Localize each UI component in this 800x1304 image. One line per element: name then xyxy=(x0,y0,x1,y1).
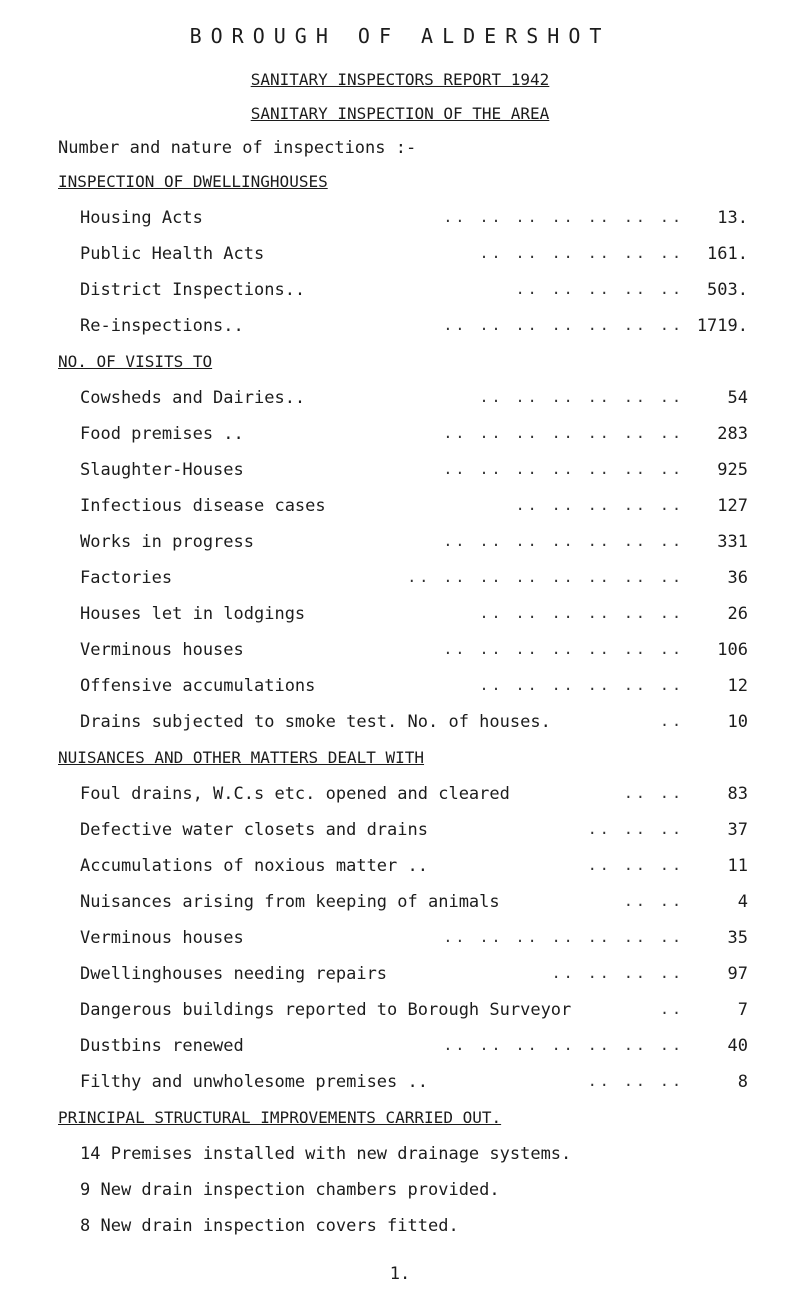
leader-dots: .. xyxy=(659,1000,684,1018)
row-label: Cowsheds and Dairies.. xyxy=(80,388,306,408)
row-value: 13. xyxy=(717,208,748,228)
row-value: 925 xyxy=(717,460,748,480)
dwellinghouses-heading: INSPECTION OF DWELLINGHOUSES xyxy=(58,172,328,191)
row-value: 7 xyxy=(737,1000,748,1020)
visits-heading: NO. OF VISITS TO xyxy=(58,352,213,371)
row-value: 331 xyxy=(717,532,748,552)
row-value: 4 xyxy=(737,892,748,912)
improvement-item: 8 New drain inspection covers fitted. xyxy=(80,1216,459,1236)
row-label: Foul drains, W.C.s etc. opened and cleared xyxy=(80,784,510,804)
report-title: SANITARY INSPECTORS REPORT 1942 xyxy=(250,70,550,89)
leader-dots: .. .. .. .. .. .. .. xyxy=(443,208,684,226)
leader-dots: .. xyxy=(659,712,684,730)
leader-dots: .. .. .. xyxy=(587,820,684,838)
section-title: SANITARY INSPECTION OF THE AREA xyxy=(250,104,550,123)
row-label: District Inspections.. xyxy=(80,280,306,300)
row-label: Nuisances arising from keeping of animals xyxy=(80,892,500,912)
improvement-item: 9 New drain inspection chambers provided. xyxy=(80,1180,500,1200)
improvement-item: 14 Premises installed with new drainage systems. xyxy=(80,1144,572,1164)
row-label: Dwellinghouses needing repairs xyxy=(80,964,388,984)
nuisances-row xyxy=(80,892,748,920)
leader-dots: .. .. .. .. xyxy=(551,964,684,982)
row-label: Public Health Acts xyxy=(80,244,265,264)
row-label: Defective water closets and drains xyxy=(80,820,428,840)
page-number: 1. xyxy=(389,1264,411,1284)
row-label: Infectious disease cases xyxy=(80,496,326,516)
dwelling-row xyxy=(80,316,748,344)
improvements-heading: PRINCIPAL STRUCTURAL IMPROVEMENTS CARRIED OUT. xyxy=(58,1108,502,1127)
leader-dots: .. .. .. .. .. .. .. .. xyxy=(407,568,684,586)
row-value: 8 xyxy=(737,1072,748,1092)
visits-row xyxy=(80,388,748,416)
row-label: Filthy and unwholesome premises .. xyxy=(80,1072,428,1092)
row-label: Re-inspections.. xyxy=(80,316,244,336)
nuisances-row xyxy=(80,856,748,884)
leader-dots: .. .. .. .. .. .. .. xyxy=(443,460,684,478)
visits-row xyxy=(80,712,748,740)
row-value: 127 xyxy=(717,496,748,516)
visits-row xyxy=(80,676,748,704)
leader-dots: .. .. .. .. .. .. .. xyxy=(443,928,684,946)
row-label: Offensive accumulations xyxy=(80,676,316,696)
nuisances-row xyxy=(80,928,748,956)
visits-row xyxy=(80,604,748,632)
row-label: Dangerous buildings reported to Borough Surveyor xyxy=(80,1000,572,1020)
visits-row xyxy=(80,532,748,560)
row-value: 97 xyxy=(727,964,748,984)
row-label: Dustbins renewed xyxy=(80,1036,244,1056)
row-label: Food premises .. xyxy=(80,424,244,444)
leader-dots: .. .. .. xyxy=(587,1072,684,1090)
row-label: Houses let in lodgings xyxy=(80,604,306,624)
leader-dots: .. .. .. .. .. .. .. xyxy=(443,532,684,550)
leader-dots: .. .. .. .. .. .. .. xyxy=(443,640,684,658)
nuisances-row xyxy=(80,1000,748,1028)
nuisances-row xyxy=(80,784,748,812)
row-value: 106 xyxy=(717,640,748,660)
row-value: 26 xyxy=(727,604,748,624)
leader-dots: .. .. .. .. .. xyxy=(515,280,684,298)
row-value: 36 xyxy=(727,568,748,588)
nuisances-heading: NUISANCES AND OTHER MATTERS DEALT WITH xyxy=(58,748,425,767)
leader-dots: .. .. .. .. .. xyxy=(515,496,684,514)
row-value: 283 xyxy=(717,424,748,444)
row-label: Housing Acts xyxy=(80,208,203,228)
nuisances-row xyxy=(80,820,748,848)
row-label: Drains subjected to smoke test. No. of houses. xyxy=(80,712,551,732)
leader-dots: .. .. .. .. .. .. xyxy=(479,244,684,262)
dwelling-row xyxy=(80,208,748,236)
row-value: 161. xyxy=(707,244,748,264)
leader-dots: .. .. .. xyxy=(587,856,684,874)
row-label: Accumulations of noxious matter .. xyxy=(80,856,428,876)
row-value: 54 xyxy=(727,388,748,408)
row-value: 83 xyxy=(727,784,748,804)
leader-dots: .. .. xyxy=(623,892,684,910)
leader-dots: .. .. .. .. .. .. xyxy=(479,604,684,622)
visits-row xyxy=(80,568,748,596)
leader-dots: .. .. .. .. .. .. xyxy=(479,676,684,694)
leader-dots: .. .. .. .. .. .. .. xyxy=(443,316,684,334)
nuisances-row xyxy=(80,1072,748,1100)
visits-row xyxy=(80,460,748,488)
leader-dots: .. .. .. .. .. .. .. xyxy=(443,424,684,442)
dwelling-row xyxy=(80,244,748,272)
row-value: 12 xyxy=(727,676,748,696)
leader-dots: .. .. xyxy=(623,784,684,802)
row-label: Verminous houses xyxy=(80,928,244,948)
row-value: 11 xyxy=(727,856,748,876)
row-value: 10 xyxy=(727,712,748,732)
row-label: Verminous houses xyxy=(80,640,244,660)
row-value: 37 xyxy=(727,820,748,840)
document-title: BOROUGH OF ALDERSHOT xyxy=(189,24,611,48)
visits-row xyxy=(80,496,748,524)
visits-row xyxy=(80,424,748,452)
leader-dots: .. .. .. .. .. .. .. xyxy=(443,1036,684,1054)
visits-row xyxy=(80,640,748,668)
nuisances-row xyxy=(80,964,748,992)
row-value: 40 xyxy=(727,1036,748,1056)
intro-text: Number and nature of inspections :- xyxy=(58,138,417,158)
leader-dots: .. .. .. .. .. .. xyxy=(479,388,684,406)
row-label: Works in progress xyxy=(80,532,254,552)
row-value: 503. xyxy=(707,280,748,300)
row-label: Factories xyxy=(80,568,173,588)
row-value: 1719. xyxy=(696,316,748,336)
nuisances-row xyxy=(80,1036,748,1064)
dwelling-row xyxy=(80,280,748,308)
row-value: 35 xyxy=(727,928,748,948)
row-label: Slaughter-Houses xyxy=(80,460,244,480)
